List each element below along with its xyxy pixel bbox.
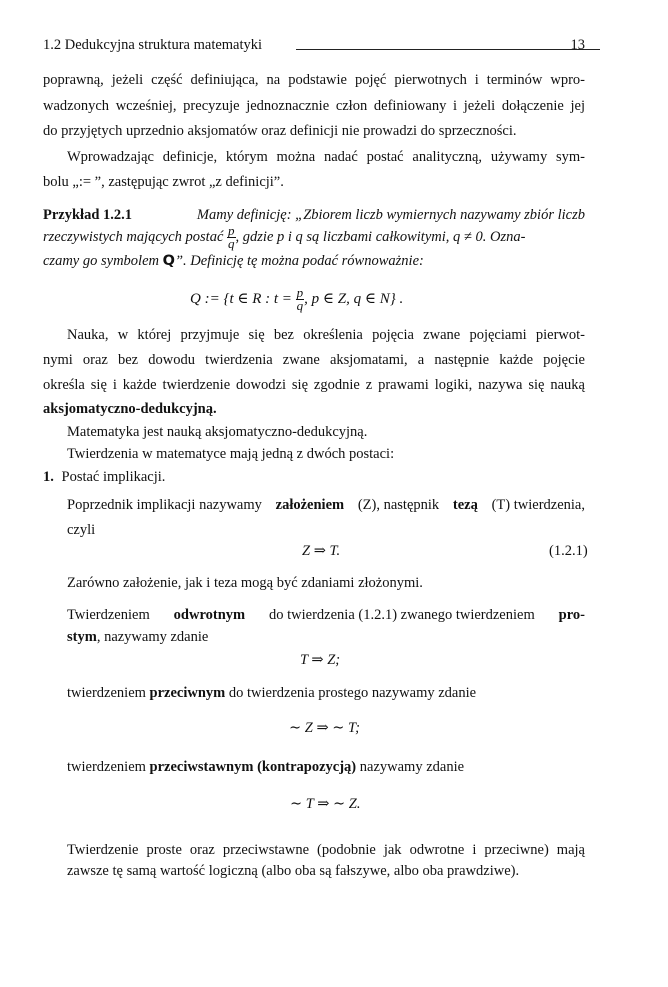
example-line-2 (43, 224, 525, 250)
inverse-text-c: do twierdzenia prostego nazywamy zdanie (228, 685, 477, 701)
example-label: Przykład 1.2.1 (43, 207, 133, 223)
para2-line-3: określa się i każde twierdzenie dowodzi się zgodnie z prawami logiki, nazywa się nauką (43, 377, 585, 393)
both-sentence: Zarówno założenie, jak i teza mogą być zdaniami złożonymi. (67, 575, 423, 591)
contra-text-c: nazywamy zdanie (359, 759, 465, 775)
converse-odwrotnym: odwrotnym (173, 607, 246, 623)
rational-symbol: Q (162, 253, 175, 269)
converse-pro: pro- (558, 607, 585, 623)
impl-text-e: (T) twierdzenia, (491, 497, 585, 513)
fraction-p-over-q (227, 225, 236, 250)
impl-text-c: (Z), następnik (357, 497, 440, 513)
implication-line-1 (67, 496, 585, 514)
converse-text-a: Twierdzeniem (67, 607, 150, 623)
inverse-equation: ∼ Z ⇒ ∼ T; (289, 720, 360, 736)
converse-line-1 (67, 606, 585, 624)
header-rule (296, 49, 600, 50)
frac-denominator: q (228, 236, 235, 252)
example-text-2a: rzeczywistych mających postać (43, 229, 224, 245)
frac-numerator: p (228, 223, 235, 239)
impl-teza: tezą (452, 497, 478, 513)
running-header (43, 37, 585, 55)
equation-1-2-1: Z ⇒ T. (302, 543, 341, 559)
list-item-1-number: 1. (43, 469, 54, 485)
formula-frac-numerator: p (296, 285, 304, 301)
converse-equation: T ⇒ Z; (300, 652, 341, 668)
final-line-2: zawsze tę samą wartość logiczną (albo oba są fałszywe, albo oba prawdziwe). (67, 863, 520, 879)
para4: Twierdzenia w matematyce mają jedną z dwóch postaci: (67, 446, 395, 462)
formula-frac-denominator: q (296, 298, 304, 314)
intro-line-2: wadzonych wcześniej, precyzuje jednoznacznie człon definiowany i jeżeli dołączenie jej (43, 98, 585, 114)
final-line-1: Twierdzenie proste oraz przeciwstawne (podobnie jak odwrotne i przeciwne) mają (67, 842, 585, 858)
page-number: 13 (570, 37, 585, 53)
impl-text-a: Poprzednik implikacji nazywamy (67, 497, 262, 513)
impl-zalozenie: założeniem (275, 497, 345, 513)
converse-text-c: do twierdzenia (1.2.1) zwanego twierdzeniem (269, 607, 535, 623)
inverse-przeciwnym: przeciwnym (149, 685, 226, 701)
contrapositive-equation: ∼ T ⇒ ∼ Z. (290, 796, 361, 812)
implication-line-2: czyli (67, 522, 96, 538)
formula-part-a: Q := {t ∈ R : t = (190, 291, 292, 307)
contra-przeciwstawnym: przeciwstawnym (kontrapozycją) (149, 759, 357, 775)
para2-line-4: aksjomatyczno-dedukcyjną. (43, 401, 217, 417)
inverse-line (67, 684, 476, 702)
rational-definition-formula (190, 284, 403, 314)
converse-line-2 (67, 628, 208, 646)
example-text-1: Mamy definicję: „Zbiorem liczb wymiernych nazywamy zbiór liczb (196, 207, 585, 223)
formula-part-b: , p ∈ Z, q ∈ N} . (304, 291, 404, 307)
inverse-text-a: twierdzeniem (67, 685, 146, 701)
intro-line-5: bolu „:= ”, zastępując zwrot „z definicji”. (43, 174, 284, 190)
list-item-1-text: Postać implikacji. (61, 469, 166, 485)
converse-text-2b: , nazywamy zdanie (96, 629, 209, 645)
intro-line-1: poprawną, jeżeli część definiująca, na podstawie pojęć pierwotnych i terminów wpro- (43, 72, 585, 88)
equation-number-1-2-1: (1.2.1) (549, 543, 588, 559)
intro-line-4: Wprowadzając definicje, którym można nadać postać analityczną, używamy sym- (67, 149, 585, 165)
example-line-3 (43, 252, 424, 270)
para2-line-2: nymi oraz bez dowodu twierdzenia zwane aksjomatami, a następnie każde pojęcie (43, 352, 585, 368)
contra-text-a: twierdzeniem (67, 759, 146, 775)
formula-fraction (296, 287, 305, 312)
para3: Matematyka jest nauką aksjomatyczno-dedukcyjną. (67, 424, 368, 440)
section-title: 1.2 Dedukcyjna struktura matematyki (43, 37, 263, 53)
contrapositive-line (67, 758, 464, 776)
example-text-3a: czamy go symbolem (43, 253, 159, 269)
example-text-3c: ”. Definicję tę można podać równoważnie: (174, 253, 424, 269)
intro-line-3: do przyjętych uprzednio aksjomatów oraz definicji nie prowadzi do sprzeczności. (43, 123, 517, 139)
example-text-2b: , gdzie p i q są liczbami całkowitymi, q ≠ 0. Ozna- (235, 229, 526, 245)
list-item-1 (43, 468, 165, 486)
example-line-1 (43, 206, 585, 224)
converse-stym: stym (67, 629, 97, 645)
para2-line-1: Nauka, w której przyjmuje się bez określenia pojęcia zwane pojęciami pierwot- (67, 327, 585, 343)
